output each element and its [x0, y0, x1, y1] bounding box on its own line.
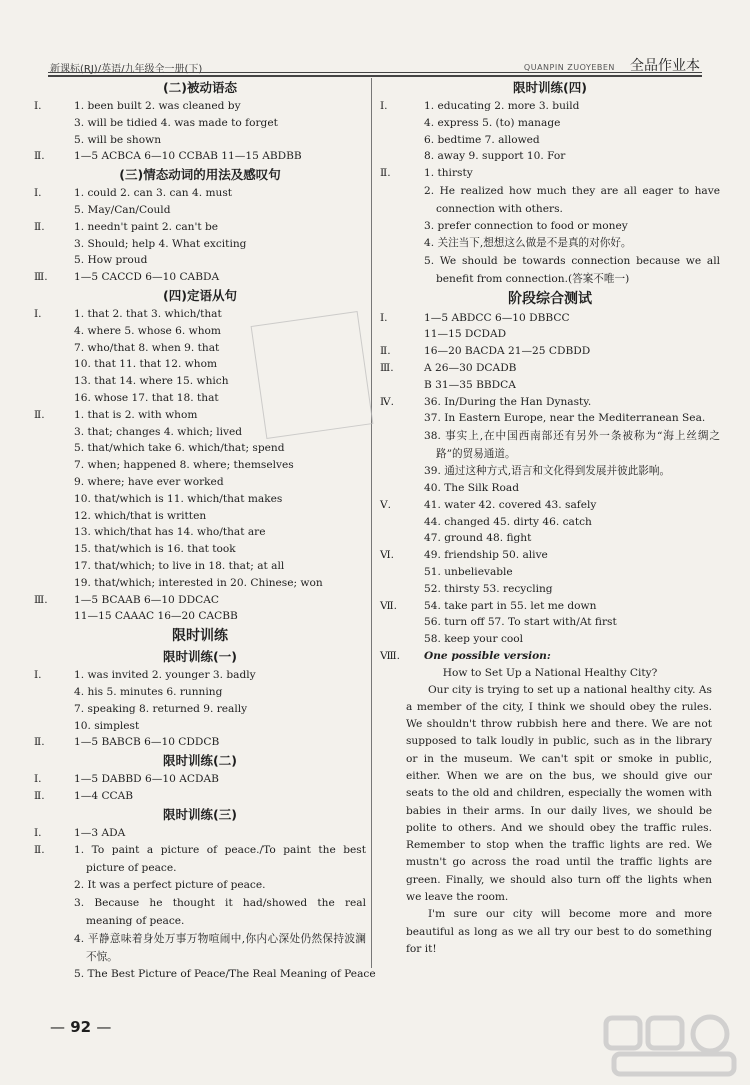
answer-line: [34, 115, 366, 132]
answer-text: 1. was invited 2. younger 3. badly: [74, 669, 256, 682]
answer-line: [34, 575, 366, 592]
answer-text: 52. thirsty 53. recycling: [424, 582, 553, 595]
answer-text: 36. In/During the Han Dynasty.: [424, 395, 592, 408]
answer-text: 4. 关注当下,想想这么做是不是真的对你好。: [424, 236, 632, 249]
answer-line: [380, 310, 720, 327]
answer-line: [34, 340, 366, 357]
answer-text: 5. How proud: [74, 254, 148, 267]
section-numeral: Ⅳ.: [380, 395, 394, 408]
answer-text: 3. Should; help 4. What exciting: [74, 237, 247, 250]
answer-line: [34, 558, 366, 575]
answer-text: 1. needn't paint 2. can't be: [74, 220, 219, 233]
answer-text: 2. It was a perfect picture of peace.: [74, 879, 266, 892]
section-numeral: Ⅱ.: [380, 345, 391, 358]
answer-line: [34, 877, 366, 894]
answer-line: [380, 343, 720, 360]
answer-line: [380, 165, 720, 182]
answer-line: [34, 440, 366, 457]
answer-text: 44. changed 45. dirty 46. catch: [424, 515, 592, 528]
answer-text: 38. 事实上,在中国西南部还有另外一条被称为“海上丝绸之路”的贸易通道。: [424, 430, 720, 461]
answer-line: [380, 410, 720, 427]
answer-line: [380, 218, 720, 235]
answer-text: 7. when; happened 8. where; themselves: [74, 459, 294, 472]
answer-line: [380, 648, 720, 665]
column-divider: [371, 78, 372, 968]
left-answer-column: [34, 78, 376, 983]
answer-line: [34, 966, 376, 983]
answer-text: 5. The Best Picture of Peace/The Real Meaning of Peace: [74, 968, 376, 981]
header-rule-thick: [48, 75, 702, 77]
answer-text: 1—5 ACBCA 6—10 CCBAB 11—15 ABDBB: [74, 150, 302, 163]
answer-text: 1—5 ABDCC 6—10 DBBCC: [424, 311, 570, 324]
answer-line: [380, 427, 720, 463]
section-numeral: Ⅰ.: [34, 100, 42, 112]
answer-text: 1—5 CACCD 6—10 CABDA: [74, 271, 220, 284]
answer-text: 13. which/that has 14. who/that are: [74, 526, 266, 539]
answer-line: [380, 614, 720, 631]
answer-text: 19. that/which; interested in 20. Chinese; won: [74, 576, 323, 589]
answer-text: 1. To paint a picture of peace./To paint the best picture of peace.: [74, 844, 366, 875]
answer-line: [380, 480, 720, 497]
answer-text: 1. that 2. that 3. which/that: [74, 307, 222, 320]
answer-text: 4. where 5. whose 6. whom: [74, 324, 221, 337]
answer-text: 40. The Silk Road: [424, 481, 520, 494]
section-numeral: Ⅲ.: [34, 593, 48, 606]
answer-line: [380, 514, 720, 531]
answer-line: [380, 326, 720, 343]
answer-text: 10. that 11. that 12. whom: [74, 358, 218, 371]
answer-line: [34, 608, 366, 625]
answer-line: [34, 390, 366, 407]
answer-text: 1—3 ADA: [74, 826, 126, 839]
answer-text: 54. take part in 55. let me down: [424, 599, 597, 612]
answer-text: 56. turn off 57. To start with/At first: [424, 616, 617, 629]
answer-text: 1. thirsty: [424, 167, 473, 180]
answer-text: 2. He realized how much they are all eager to have connection with others.: [424, 184, 720, 215]
section-numeral: Ⅱ.: [34, 736, 45, 749]
answer-line: [380, 132, 720, 149]
section-numeral: Ⅲ.: [34, 271, 48, 284]
section-numeral: Ⅱ.: [34, 844, 45, 857]
section-numeral: Ⅱ.: [380, 167, 391, 180]
section-numeral: Ⅶ.: [380, 599, 398, 612]
answer-line: [34, 185, 366, 202]
answer-line: [34, 236, 366, 253]
answer-line: [380, 497, 720, 514]
answer-text: 11—15 DCDAD: [424, 328, 507, 341]
answer-line: [34, 592, 366, 609]
section-heading: 限时训练(三): [163, 806, 237, 822]
answer-text: 1—5 BCAAB 6—10 DDCAC: [74, 593, 220, 606]
essay-paragraph: I'm sure our city will become more and more beautiful as long as we all try our best to do something for it!: [406, 908, 712, 955]
section-heading: (二)被动语态: [163, 80, 237, 95]
section-heading: 限时训练(四): [513, 80, 587, 95]
section-numeral: Ⅷ.: [380, 649, 401, 662]
answer-text: 1. could 2. can 3. can 4. must: [74, 187, 233, 200]
answer-text: 3. prefer connection to food or money: [424, 219, 628, 232]
answer-line: [34, 930, 366, 966]
answer-line: [34, 407, 366, 424]
answer-text: 1—4 CCAB: [74, 789, 134, 802]
section-numeral: Ⅱ.: [34, 150, 45, 163]
section-numeral: Ⅵ.: [380, 549, 395, 562]
answer-line: [34, 734, 366, 751]
right-answer-column: [380, 78, 720, 958]
answer-text: 51. unbelievable: [424, 565, 513, 578]
section-numeral: Ⅰ.: [34, 307, 42, 320]
answer-line: [380, 631, 720, 648]
answer-line: [34, 841, 366, 877]
page-number-dash-left: —: [50, 1018, 65, 1036]
answer-line: [380, 530, 720, 547]
answer-text: 47. ground 48. fight: [424, 532, 532, 545]
page-number: [50, 1018, 111, 1036]
page-number-value: 92: [70, 1018, 92, 1036]
answer-line: [380, 98, 720, 115]
answer-line: [34, 788, 366, 805]
answer-text: 10. that/which is 11. which/that makes: [74, 492, 283, 505]
watermark-logo: [600, 1010, 748, 1080]
section-heading: (三)情态动词的用法及感叹句: [119, 167, 281, 183]
answer-line: [34, 252, 366, 269]
answer-text: 4. 平静意味着身处万事万物喧闹中,你内心深处仍然保持波澜不惊。: [74, 933, 366, 964]
section-numeral: Ⅰ.: [380, 311, 388, 324]
section-numeral: Ⅱ.: [34, 789, 45, 802]
answer-line: [34, 825, 366, 842]
essay-paragraph: Our city is trying to set up a national healthy city. As a member of the city, I think we should obey the rules. We shouldn't throw rubbish here and there. We are not supposed to talk loudly in public, such as in the library or in the museum. We can't spit or smoke in public, either. When we are on the bus, we should give our seats to the old and children, especially the women with babies in their arms. In our daily lives, we should be polite to others. And we should obey the traffic rules. Remember to stop when the traffic lights are red. We mustn't go across the road until the traffic lights are green. Finally, we should also turn off the lights when we leave the room.: [406, 683, 712, 904]
header-brand-title: 全品作业本: [630, 58, 700, 74]
answer-line: [380, 235, 720, 252]
answer-line: [380, 463, 720, 480]
answer-line: [380, 581, 720, 598]
answer-text: 17. that/which; to live in 18. that; at all: [74, 559, 285, 572]
answer-text: B 31—35 BBDCA: [424, 378, 516, 391]
answer-line: [380, 360, 720, 377]
answer-text: 11—15 CAAAC 16—20 CACBB: [74, 610, 238, 623]
answer-line: [34, 718, 366, 735]
page-number-dash-right: —: [96, 1018, 112, 1036]
answer-line: [34, 667, 366, 684]
answer-text: 4. express 5. (to) manage: [424, 116, 561, 129]
answer-text: 7. speaking 8. returned 9. really: [74, 702, 248, 715]
answer-line: [34, 508, 366, 525]
answer-text: 1—5 BABCB 6—10 CDDCB: [74, 736, 220, 749]
answer-text: A 26—30 DCADB: [424, 361, 517, 374]
answer-line: [380, 547, 720, 564]
section-numeral: Ⅱ.: [34, 220, 45, 233]
answer-line: [34, 323, 366, 340]
answer-line: [34, 269, 366, 286]
answer-line: [34, 771, 366, 788]
answer-text: 1—5 DABBD 6—10 ACDAB: [74, 773, 219, 786]
answer-text: 5. May/Can/Could: [74, 203, 171, 216]
essay-body: [380, 682, 720, 959]
section-heading: (四)定语从句: [163, 287, 237, 303]
answer-line: [380, 377, 720, 394]
answer-text: 16—20 BACDA 21—25 CDBDD: [424, 345, 591, 358]
answer-text: 39. 通过这种方式,语言和文化得到发展并彼此影响。: [424, 465, 671, 478]
answer-line: [34, 373, 366, 390]
answer-text: 4. his 5. minutes 6. running: [74, 685, 223, 698]
answer-line: [34, 132, 366, 149]
section-numeral: Ⅰ.: [34, 669, 42, 682]
section-heading: 阶段综合测试: [508, 290, 592, 307]
answer-text: 49. friendship 50. alive: [424, 549, 548, 562]
section-numeral: Ⅰ.: [380, 100, 388, 112]
answer-text: 5. will be shown: [74, 133, 162, 146]
answer-text: 1. educating 2. more 3. build: [424, 100, 580, 112]
section-numeral: Ⅱ.: [34, 408, 45, 421]
answer-line: [34, 424, 366, 441]
answer-line: [34, 202, 366, 219]
answer-text: 13. that 14. where 15. which: [74, 375, 229, 388]
answer-text: 5. We should be towards connection because we all benefit from connection.(答案不唯一): [424, 254, 720, 285]
section-heading: 限时训练(二): [163, 753, 237, 769]
answer-text: 3. that; changes 4. which; lived: [74, 425, 243, 438]
header-brand-pinyin: QUANPIN ZUOYEBEN: [523, 63, 615, 72]
answer-text: 5. that/which take 6. which/that; spend: [74, 442, 285, 455]
answer-line: [380, 182, 720, 218]
answer-text: 10. simplest: [74, 719, 140, 732]
section-numeral: Ⅰ.: [34, 826, 42, 839]
answer-text: 1. that is 2. with whom: [74, 408, 198, 421]
answer-line: [34, 219, 366, 236]
answer-line: [34, 356, 366, 373]
section-numeral: Ⅴ.: [380, 498, 392, 511]
answer-line: [34, 684, 366, 701]
section-heading: 限时训练: [172, 628, 228, 645]
section-numeral: Ⅲ.: [380, 361, 394, 374]
answer-line: [34, 541, 366, 558]
essay-title: How to Set Up a National Healthy City?: [442, 666, 658, 679]
answer-text: 3. will be tidied 4. was made to forget: [74, 116, 278, 129]
answer-line: [34, 701, 366, 718]
answer-line: [380, 252, 720, 288]
answer-line: [380, 115, 720, 132]
answer-line: [34, 98, 366, 115]
section-numeral: Ⅰ.: [34, 187, 42, 200]
answer-line: [380, 394, 720, 411]
right-answer-lines: [380, 78, 720, 682]
answer-line: [380, 148, 720, 165]
section-numeral: Ⅰ.: [34, 773, 42, 786]
answer-line: [34, 474, 366, 491]
answer-text: 7. who/that 8. when 9. that: [74, 341, 220, 354]
answer-text: 8. away 9. support 10. For: [424, 150, 566, 163]
answer-text: One possible version:: [424, 649, 551, 662]
answer-line: [380, 598, 720, 615]
answer-text: 3. Because he thought it had/showed the real meaning of peace.: [74, 897, 366, 928]
answer-text: 15. that/which is 16. that took: [74, 543, 236, 556]
section-heading: 限时训练(一): [163, 649, 237, 665]
answer-line: [34, 524, 366, 541]
answer-text: 58. keep your cool: [424, 633, 524, 646]
answer-text: 1. been built 2. was cleaned by: [74, 100, 241, 112]
answer-text: 6. bedtime 7. allowed: [424, 133, 540, 146]
answer-text: 37. In Eastern Europe, near the Mediterranean Sea.: [424, 412, 706, 425]
answer-line: [380, 564, 720, 581]
answer-line: [34, 491, 366, 508]
header-book-info: 新课标(RJ)/英语/九年级全一册(下): [50, 64, 203, 75]
answer-line: [34, 894, 366, 930]
answer-line: [34, 457, 366, 474]
header-rule-thin: [48, 72, 702, 73]
answer-text: 16. whose 17. that 18. that: [74, 391, 219, 404]
answer-text: 9. where; have ever worked: [74, 475, 224, 488]
answer-text: 12. which/that is written: [74, 509, 207, 522]
answer-line: [34, 306, 366, 323]
answer-text: 41. water 42. covered 43. safely: [424, 498, 597, 511]
answer-line: [34, 148, 366, 165]
